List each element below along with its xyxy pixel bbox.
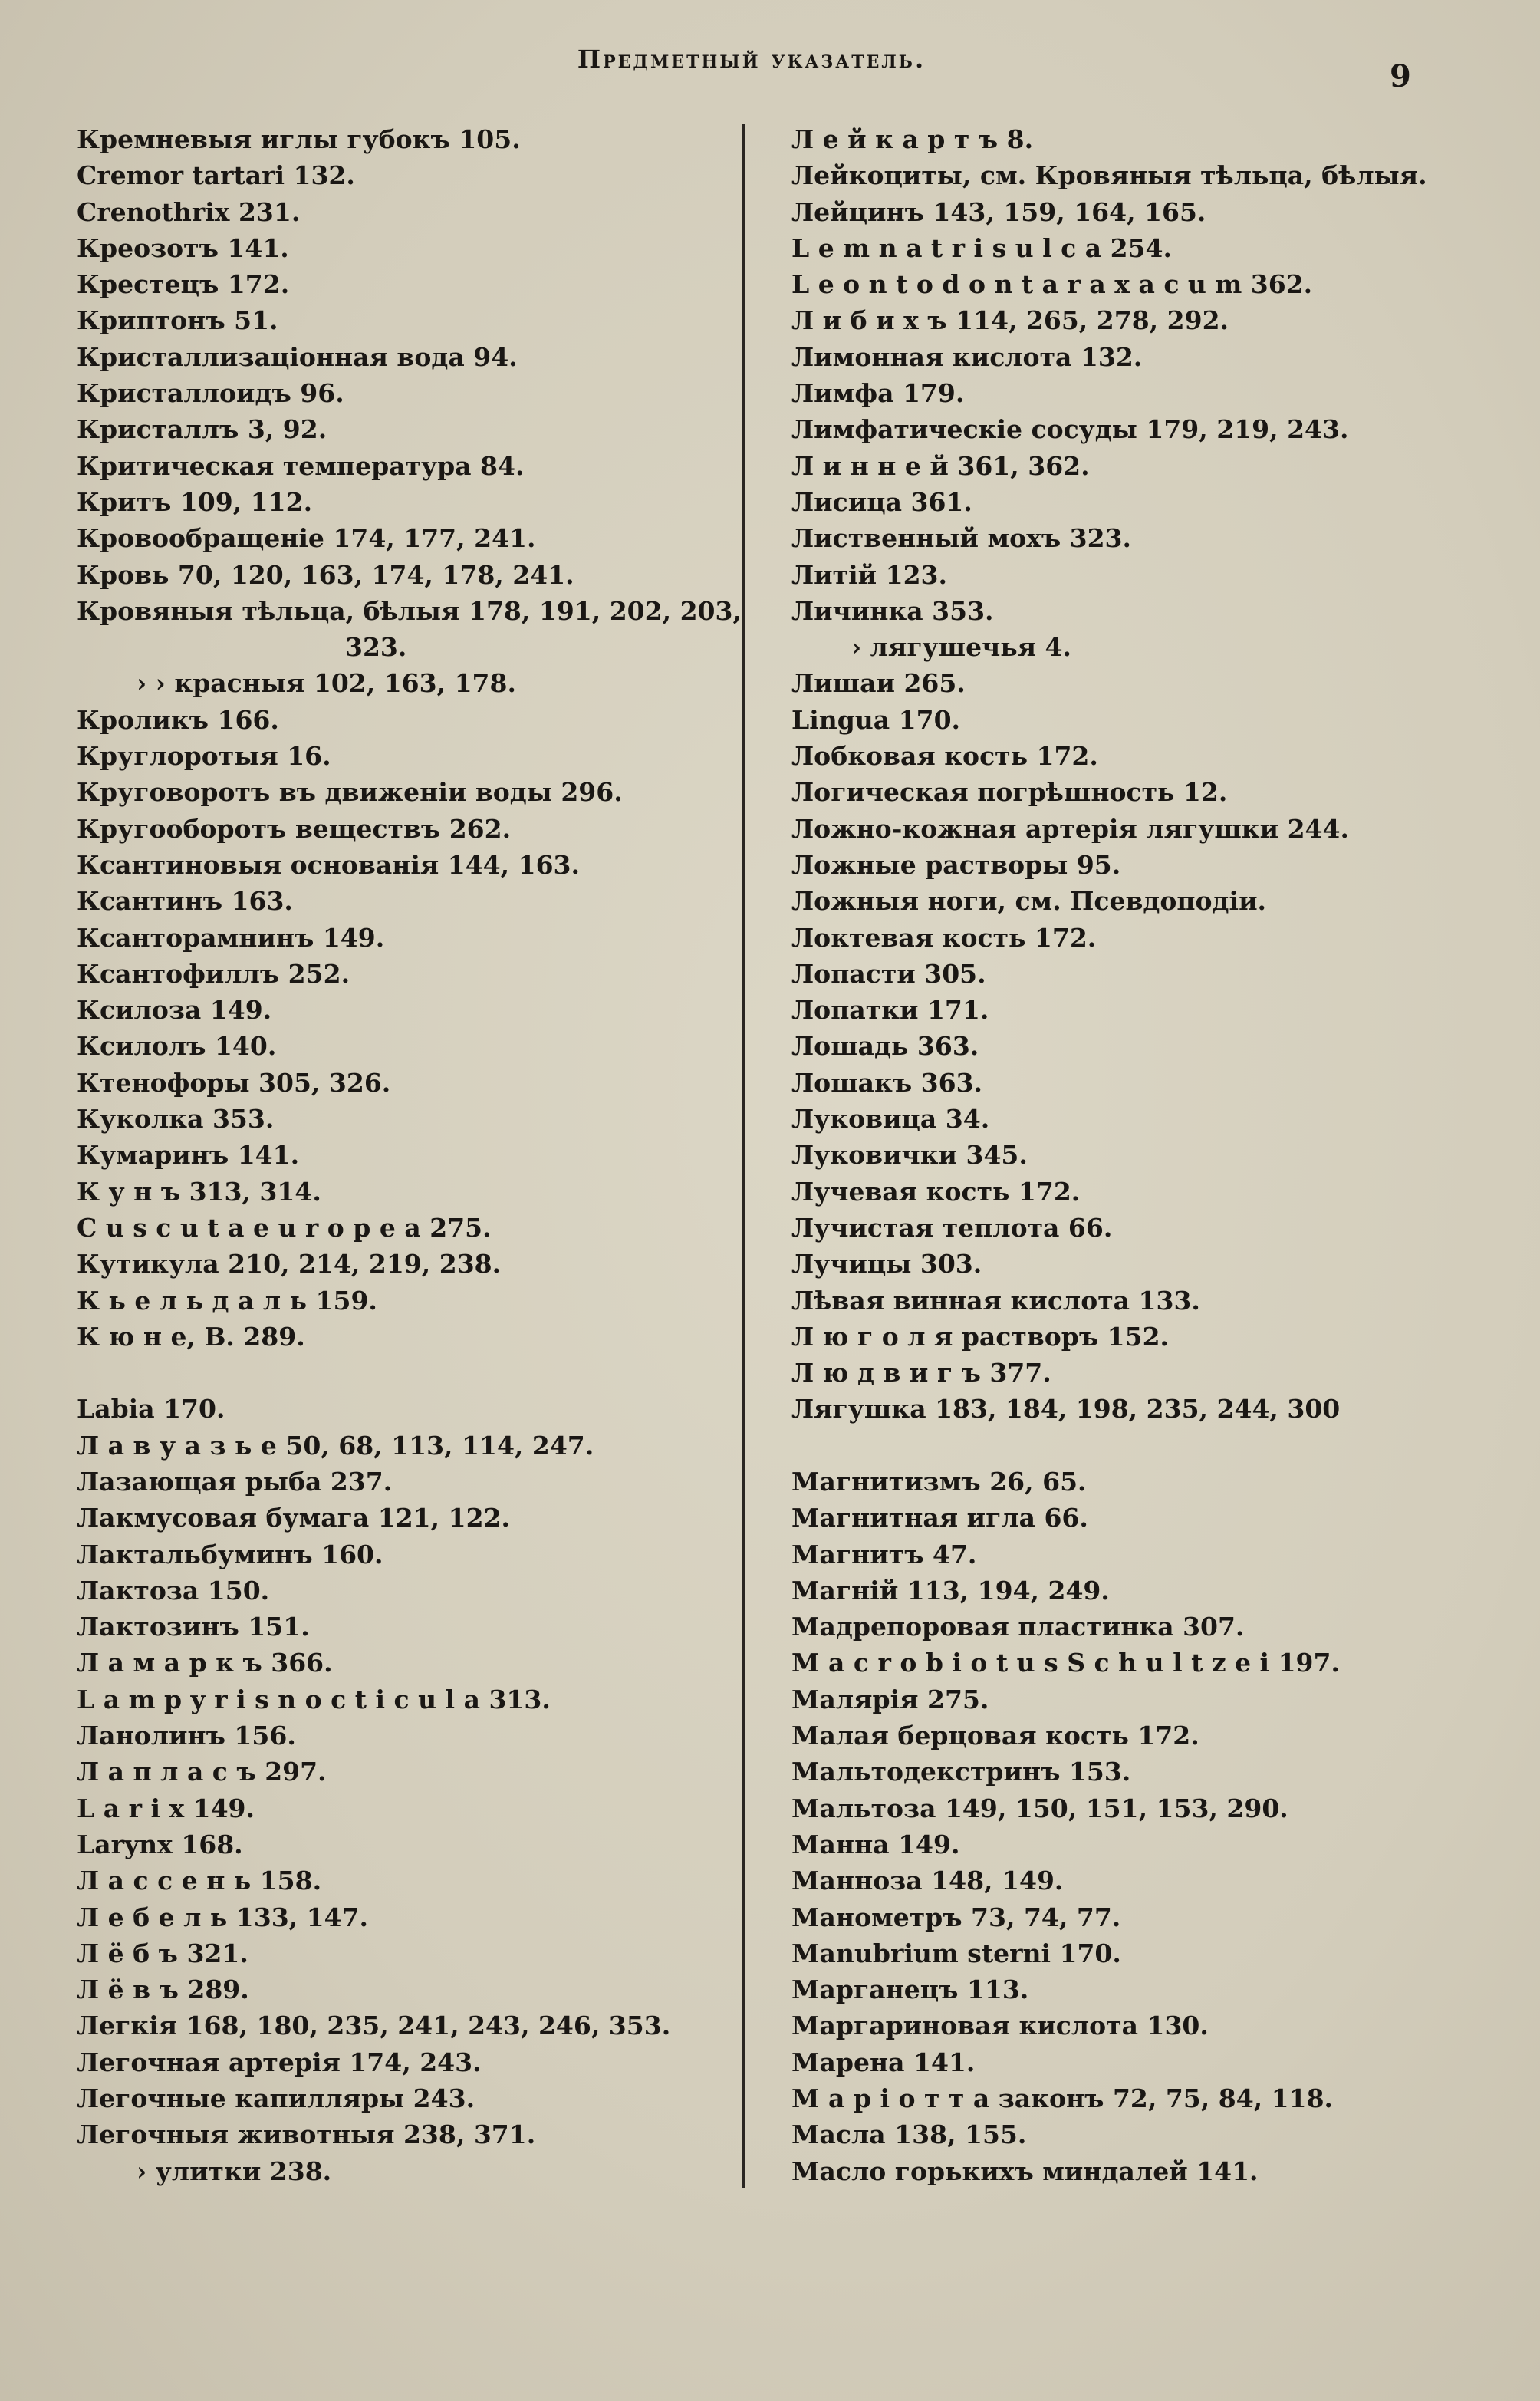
index-entry: Критъ 109, 112.	[77, 486, 313, 517]
index-entry: Лейкоциты, см. Кровяныя тѣльца, бѣлыя.	[791, 160, 1427, 191]
index-entry: Лопатки 171.	[791, 995, 989, 1026]
index-entry: Ксантинъ 163.	[77, 886, 293, 917]
index-entry: Л ю д в и г ъ 377.	[791, 1358, 1051, 1388]
index-entry: L a m p y r i s n o c t i c u l a 313.	[77, 1684, 551, 1714]
index-entry: Магнитная игла 66.	[791, 1503, 1088, 1533]
index-entry: › › красныя 102, 163, 178.	[137, 668, 516, 699]
index-entry: Ксилоза 149.	[77, 995, 272, 1026]
index-entry: М а р і о т т а законъ 72, 75, 84, 118.	[791, 2083, 1334, 2114]
index-entry: Л и б и х ъ 114, 265, 278, 292.	[791, 305, 1229, 336]
index-entry: Лиственный мохъ 323.	[791, 523, 1132, 554]
index-entry: Мальтоза 149, 150, 151, 153, 290.	[791, 1793, 1288, 1823]
index-entry: Марганецъ 113.	[791, 1974, 1029, 2005]
index-entry: C u s c u t a e u r o p e a 275.	[77, 1212, 492, 1243]
index-entry: Кумаринъ 141.	[77, 1140, 300, 1171]
index-entry: Кристаллъ 3, 92.	[77, 414, 327, 445]
index-entry: Легочная артерія 174, 243.	[77, 2047, 482, 2077]
index-entry: К у н ъ 313, 314.	[77, 1176, 321, 1207]
index-entry: Лисица 361.	[791, 486, 972, 517]
index-entry: Кристаллизаціонная вода 94.	[77, 341, 518, 372]
index-entry: Легкія 168, 180, 235, 241, 243, 246, 353.	[77, 2011, 671, 2041]
index-entry: Кроликъ 166.	[77, 704, 279, 735]
index-entry: Магній 113, 194, 249.	[791, 1575, 1110, 1606]
section-gap	[791, 1428, 1482, 1464]
index-entry: Л е й к а р т ъ 8.	[791, 124, 1034, 154]
index-entry: Л а с с е н ь 158.	[77, 1866, 322, 1896]
index-entry: Критическая температура 84.	[77, 450, 525, 481]
index-column-right	[791, 121, 1482, 2189]
index-entry: Лимфа 179.	[791, 378, 965, 409]
index-entry: › лягушечья 4.	[851, 632, 1072, 663]
index-entry: Ложно-кожная артерія лягушки 244.	[791, 813, 1349, 844]
index-entry: L e o n t o d o n t a r a x a c u m 362.	[791, 269, 1313, 300]
index-entry: Лактозинъ 151.	[77, 1612, 310, 1642]
index-entry: Криптонъ 51.	[77, 305, 278, 336]
index-entry: Lingua 170.	[791, 704, 961, 735]
index-entry: Лучистая теплота 66.	[791, 1212, 1113, 1243]
index-entry: Манометръ 73, 74, 77.	[791, 1902, 1121, 1932]
index-entry: Лягушка 183, 184, 198, 235, 244, 300	[791, 1394, 1341, 1424]
index-entry: Магнитъ 47.	[791, 1539, 977, 1569]
index-entry: › улитки 238.	[137, 2156, 332, 2186]
index-entry: Лопасти 305.	[791, 958, 986, 989]
index-entry: Л ё б ъ 321.	[77, 1938, 248, 1968]
index-entry: Л а в у а з ь е 50, 68, 113, 114, 247.	[77, 1430, 594, 1461]
index-entry: Личинка 353.	[791, 595, 994, 626]
index-entry: Мадрепоровая пластинка 307.	[791, 1612, 1245, 1642]
index-entry: M a c r o b i o t u s S c h u l t z e i 197.	[791, 1648, 1340, 1678]
index-entry: Кристаллоидъ 96.	[77, 378, 344, 409]
index-entry: Малая берцовая кость 172.	[791, 1721, 1199, 1751]
index-entry: Круглоротыя 16.	[77, 741, 331, 772]
index-entry: Легочные капилляры 243.	[77, 2083, 475, 2114]
index-entry: Кутикула 210, 214, 219, 238.	[77, 1249, 502, 1280]
index-entry: Лобковая кость 172.	[791, 741, 1098, 772]
column-divider	[742, 124, 745, 2188]
index-entry: Лошакъ 363.	[791, 1067, 983, 1098]
index-entry: Лейцинъ 143, 159, 164, 165.	[791, 196, 1206, 227]
index-entry: Лактальбуминъ 160.	[77, 1539, 383, 1569]
index-entry: Кровяныя тѣльца, бѣлыя 178, 191, 202, 203,	[77, 595, 742, 626]
index-entry: Ксантиновыя основанія 144, 163.	[77, 849, 580, 880]
index-entry: Лактоза 150.	[77, 1575, 270, 1606]
index-entry: Кровообращеніе 174, 177, 241.	[77, 523, 536, 554]
index-entry: Мальтодекстринъ 153.	[791, 1757, 1131, 1787]
index-entry: Лѣвая винная кислота 133.	[791, 1285, 1200, 1316]
index-entry: Марена 141.	[791, 2047, 976, 2077]
index-entry: К ь е л ь д а л ь 159.	[77, 1285, 377, 1316]
index-entry: Крестецъ 172.	[77, 269, 290, 300]
index-entry: Креозотъ 141.	[77, 232, 289, 263]
index-entry: Ложныя ноги, см. Псевдоподіи.	[791, 886, 1267, 917]
section-gap	[77, 1355, 736, 1391]
index-entry: Легочныя животныя 238, 371.	[77, 2119, 536, 2150]
index-entry: Луковица 34.	[791, 1104, 990, 1135]
index-entry: Л и н н е й 361, 362.	[791, 450, 1090, 481]
index-entry: Локтевая кость 172.	[791, 922, 1097, 953]
index-column-left	[77, 121, 742, 2189]
index-entry: Лишаи 265.	[791, 668, 966, 699]
index-entry: Масло горькихъ миндалей 141.	[791, 2156, 1259, 2186]
index-entry: Малярія 275.	[791, 1684, 989, 1714]
index-entry: Ложные растворы 95.	[791, 849, 1121, 880]
index-entry: Круговоротъ въ движеніи воды 296.	[77, 777, 623, 808]
index-entry: Лучицы 303.	[791, 1249, 982, 1280]
index-entry: Ксилолъ 140.	[77, 1031, 277, 1062]
index-entry: Кругооборотъ веществъ 262.	[77, 813, 512, 844]
index-entry: Ксантофиллъ 252.	[77, 958, 350, 989]
index-entry: Л а м а р к ъ 366.	[77, 1648, 333, 1678]
index-entry: К ю н е, В. 289.	[77, 1321, 305, 1352]
index-entry: Масла 138, 155.	[791, 2119, 1027, 2150]
index-entry: Ксанторамнинъ 149.	[77, 922, 385, 953]
index-entry: Cremor tartari 132.	[77, 160, 355, 191]
index-entry: Магнитизмъ 26, 65.	[791, 1466, 1087, 1497]
index-entry: Ланолинъ 156.	[77, 1721, 296, 1751]
index-entry: Маргариновая кислота 130.	[791, 2011, 1209, 2041]
index-entry: Логическая погрѣшность 12.	[791, 777, 1228, 808]
index-entry: Л е б е л ь 133, 147.	[77, 1902, 369, 1932]
index-entry: Л а п л а с ъ 297.	[77, 1757, 327, 1787]
page-number: 9	[1390, 58, 1411, 94]
index-entry: Куколка 353.	[77, 1104, 275, 1135]
index-entry: Кровь 70, 120, 163, 174, 178, 241.	[77, 559, 574, 590]
index-entry: Л ё в ъ 289.	[77, 1974, 249, 2005]
index-entry: Лучевая кость 172.	[791, 1176, 1081, 1207]
index-entry: Луковички 345.	[791, 1140, 1028, 1171]
index-entry: L e m n a t r i s u l c a 254.	[791, 232, 1172, 263]
index-entry: Лимонная кислота 132.	[791, 341, 1143, 372]
index-entry: Лакмусовая бумага 121, 122.	[77, 1503, 510, 1533]
index-entry: Лазающая рыба 237.	[77, 1466, 393, 1497]
index-entry: 323.	[345, 632, 407, 663]
page-title: Предметный указатель.	[577, 44, 926, 74]
index-entry: Кремневыя иглы губокъ 105.	[77, 124, 521, 154]
index-entry: Манна 149.	[791, 1829, 960, 1859]
index-entry: Л ю г о л я растворъ 152.	[791, 1321, 1170, 1352]
index-entry: Лошадь 363.	[791, 1031, 979, 1062]
index-entry: Лимфатическіе сосуды 179, 219, 243.	[791, 414, 1349, 445]
index-entry: Manubrium sterni 170.	[791, 1938, 1121, 1968]
index-entry: Ктенофоры 305, 326.	[77, 1067, 391, 1098]
index-entry: Литій 123.	[791, 559, 947, 590]
index-entry: Манноза 148, 149.	[791, 1866, 1064, 1896]
index-entry: Crenothrix 231.	[77, 196, 301, 227]
index-entry: Labia 170.	[77, 1394, 225, 1424]
index-entry: L a r i x 149.	[77, 1793, 255, 1823]
index-entry: Larynx 168.	[77, 1829, 243, 1859]
